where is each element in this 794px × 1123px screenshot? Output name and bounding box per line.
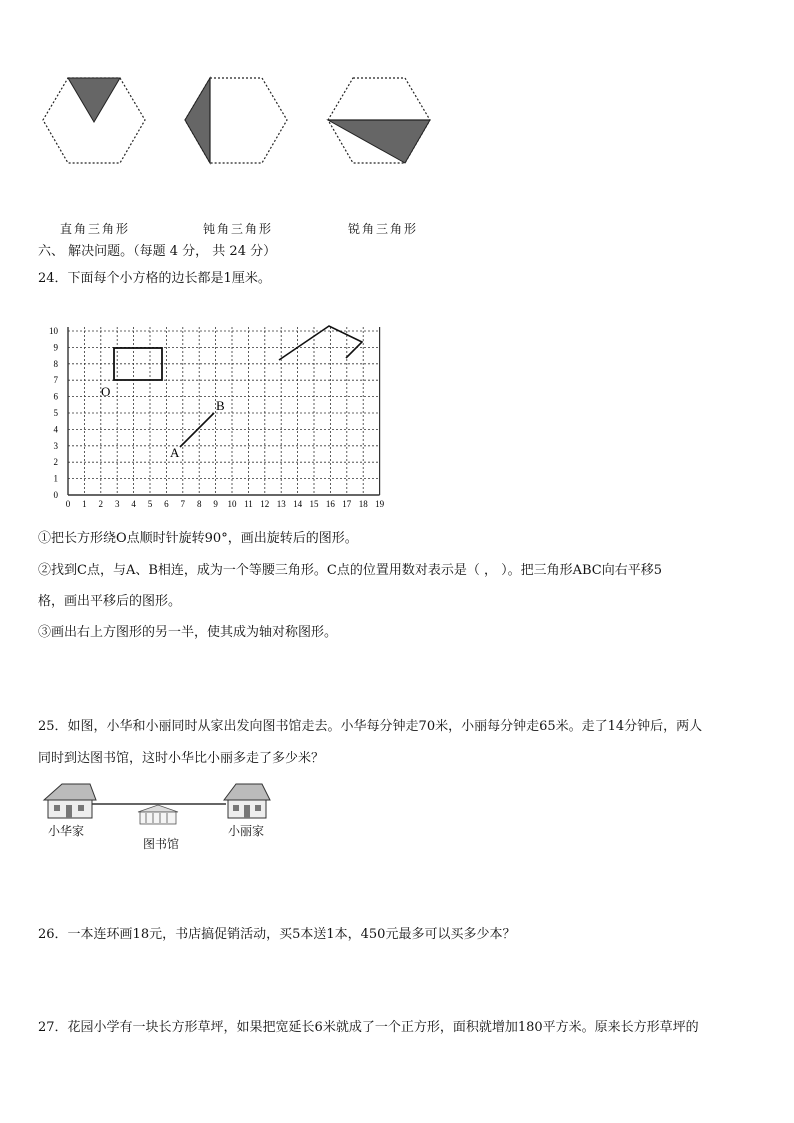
right-house-icon xyxy=(224,784,270,818)
q27-stem: 27．花园小学有一块长方形草坪，如果把宽延长6米就成了一个正方形，面积就增加180平方米。原来长方形草坪的 xyxy=(38,1020,699,1035)
y-tick-label: 3 xyxy=(53,440,58,451)
y-tick-label: 10 xyxy=(49,326,58,336)
y-tick-label: 6 xyxy=(53,391,58,402)
x-tick-label: 5 xyxy=(147,499,153,509)
x-tick-label: 7 xyxy=(180,499,186,509)
y-tick-label: 5 xyxy=(53,408,58,418)
hexagon-right-triangle xyxy=(43,78,145,163)
x-tick-label: 13 xyxy=(276,499,286,509)
q25-stem-line1: 25．如图，小华和小丽同时从家出发向图书馆走去。小华每分钟走70米，小丽每分钟走65米。走了14分钟后，两人 xyxy=(38,719,703,734)
point-label-b: B xyxy=(216,398,225,413)
left-house-icon xyxy=(44,784,96,818)
q25-stem-line2: 同时到达图书馆，这时小华比小丽多走了多少米？ xyxy=(38,751,325,766)
x-tick-label: 18 xyxy=(358,499,368,509)
label-right-home: 小丽家 xyxy=(228,824,265,838)
coordinate-grid xyxy=(30,305,395,510)
segment-ab xyxy=(180,413,214,447)
hexagon-obtuse-triangle xyxy=(185,78,287,163)
hexagon-figures xyxy=(30,70,450,170)
shaded-obtuse-triangle xyxy=(185,78,210,163)
y-tick-label: 1 xyxy=(53,473,58,484)
x-tick-label: 10 xyxy=(227,499,237,509)
x-tick-label: 3 xyxy=(114,499,120,509)
label-left-home: 小华家 xyxy=(48,824,85,838)
label-acute-triangle: 锐角三角形 xyxy=(348,222,419,236)
y-tick-label: 7 xyxy=(53,375,58,386)
x-tick-label: 19 xyxy=(375,499,385,509)
x-tick-label: 15 xyxy=(309,499,319,509)
q24-stem: 24．下面每个小方格的边长都是1厘米。 xyxy=(38,271,271,286)
x-tick-label: 14 xyxy=(293,499,303,509)
x-tick-label: 17 xyxy=(342,499,352,509)
x-tick-label: 9 xyxy=(213,499,218,509)
q24-sub2-line2: 格，画出平移后的图形。 xyxy=(38,594,182,609)
x-tick-label: 11 xyxy=(244,499,253,509)
shaded-acute-triangle xyxy=(328,120,430,163)
x-tick-label: 16 xyxy=(325,499,335,509)
hexagon-acute-triangle xyxy=(328,78,430,163)
x-tick-label: 6 xyxy=(164,499,169,509)
x-tick-label: 2 xyxy=(98,499,104,509)
x-tick-label: 0 xyxy=(65,499,71,509)
q26-stem: 26．一本连环画18元，书店搞促销活动，买5本送1本，450元最多可以买多少本？ xyxy=(38,927,516,942)
q24-sub1: ①把长方形绕O点顺时针旋转90°，画出旋转后的图形。 xyxy=(38,531,358,546)
label-obtuse-triangle: 钝角三角形 xyxy=(203,222,274,236)
x-tick-label: 4 xyxy=(131,499,136,509)
x-tick-label: 8 xyxy=(196,499,202,509)
y-tick-label: 9 xyxy=(53,342,58,353)
label-right-triangle: 直角三角形 xyxy=(60,222,131,236)
q24-sub2-line1: ②找到C点，与A、B相连，成为一个等腰三角形。C点的位置用数对表示是（ ， ）。把三角形ABC向右平移5 xyxy=(38,563,663,578)
section-heading: 六、 解决问题。（每题 4 分， 共 24 分） xyxy=(38,244,277,259)
label-library: 图书馆 xyxy=(143,837,180,851)
point-label-a: A xyxy=(170,445,180,460)
point-label-o: O xyxy=(101,384,111,399)
y-tick-label: 2 xyxy=(53,457,58,468)
library-icon xyxy=(138,805,178,824)
y-tick-label: 8 xyxy=(53,358,58,369)
x-tick-label: 1 xyxy=(82,499,87,509)
y-tick-label: 0 xyxy=(53,490,58,500)
q24-sub3: ③画出右上方图形的另一半，使其成为轴对称图形。 xyxy=(38,625,338,640)
y-tick-label: 4 xyxy=(53,424,58,435)
x-tick-label: 12 xyxy=(260,499,270,509)
shaded-right-triangle xyxy=(68,78,120,122)
